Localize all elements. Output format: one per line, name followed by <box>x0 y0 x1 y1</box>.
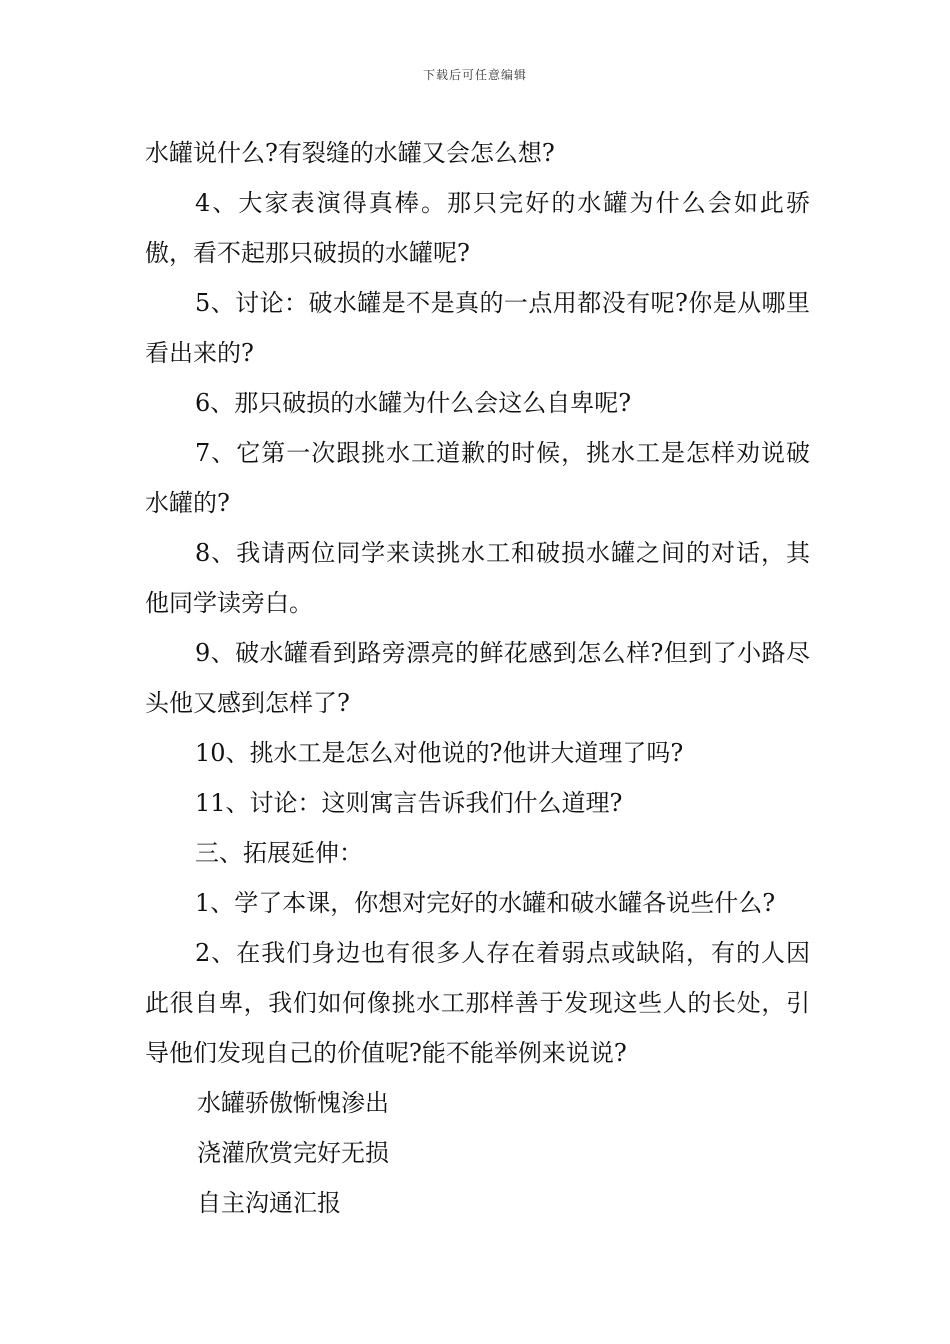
paragraph-item-7: 7、它第一次跟挑水工道歉的时候，挑水工是怎样劝说破水罐的? <box>145 439 810 517</box>
keyword-line-2: 浇灌欣赏完好无损 <box>197 1139 389 1167</box>
page-header: 下载后可任意编辑 <box>422 68 527 82</box>
paragraph-item-4: 4、大家表演得真棒。那只完好的水罐为什么会如此骄傲，看不起那只破损的水罐呢? <box>145 189 810 267</box>
paragraph-item-10: 10、挑水工是怎么对他说的?他讲大道理了吗? <box>195 739 684 767</box>
paragraph-item-6: 6、那只破损的水罐为什么会这么自卑呢? <box>195 389 632 417</box>
paragraph-continuation: 水罐说什么?有裂缝的水罐又会怎么想? <box>145 139 555 167</box>
keyword-line-3: 自主沟通汇报 <box>197 1189 341 1217</box>
keyword-line-1: 水罐骄傲惭愧渗出 <box>197 1089 389 1117</box>
paragraph-item-5: 5、讨论：破水罐是不是真的一点用都没有呢?你是从哪里看出来的? <box>145 289 810 367</box>
paragraph-item-11: 11、讨论：这则寓言告诉我们什么道理? <box>195 789 623 817</box>
section-heading-extension: 三、拓展延伸： <box>195 839 363 867</box>
paragraph-extension-2: 2、在我们身边也有很多人存在着弱点或缺陷，有的人因此很自卑，我们如何像挑水工那样善于发现这些人的长处，引导他们发现自己的价值呢?能不能举例来说说? <box>145 939 810 1067</box>
paragraph-item-9: 9、破水罐看到路旁漂亮的鲜花感到怎么样?但到了小路尽头他又感到怎样了? <box>145 639 810 717</box>
paragraph-item-8: 8、我请两位同学来读挑水工和破损水罐之间的对话，其他同学读旁白。 <box>145 539 810 617</box>
paragraph-extension-1: 1、学了本课，你想对完好的水罐和破水罐各说些什么? <box>195 889 776 917</box>
document-body <box>145 128 810 1228</box>
